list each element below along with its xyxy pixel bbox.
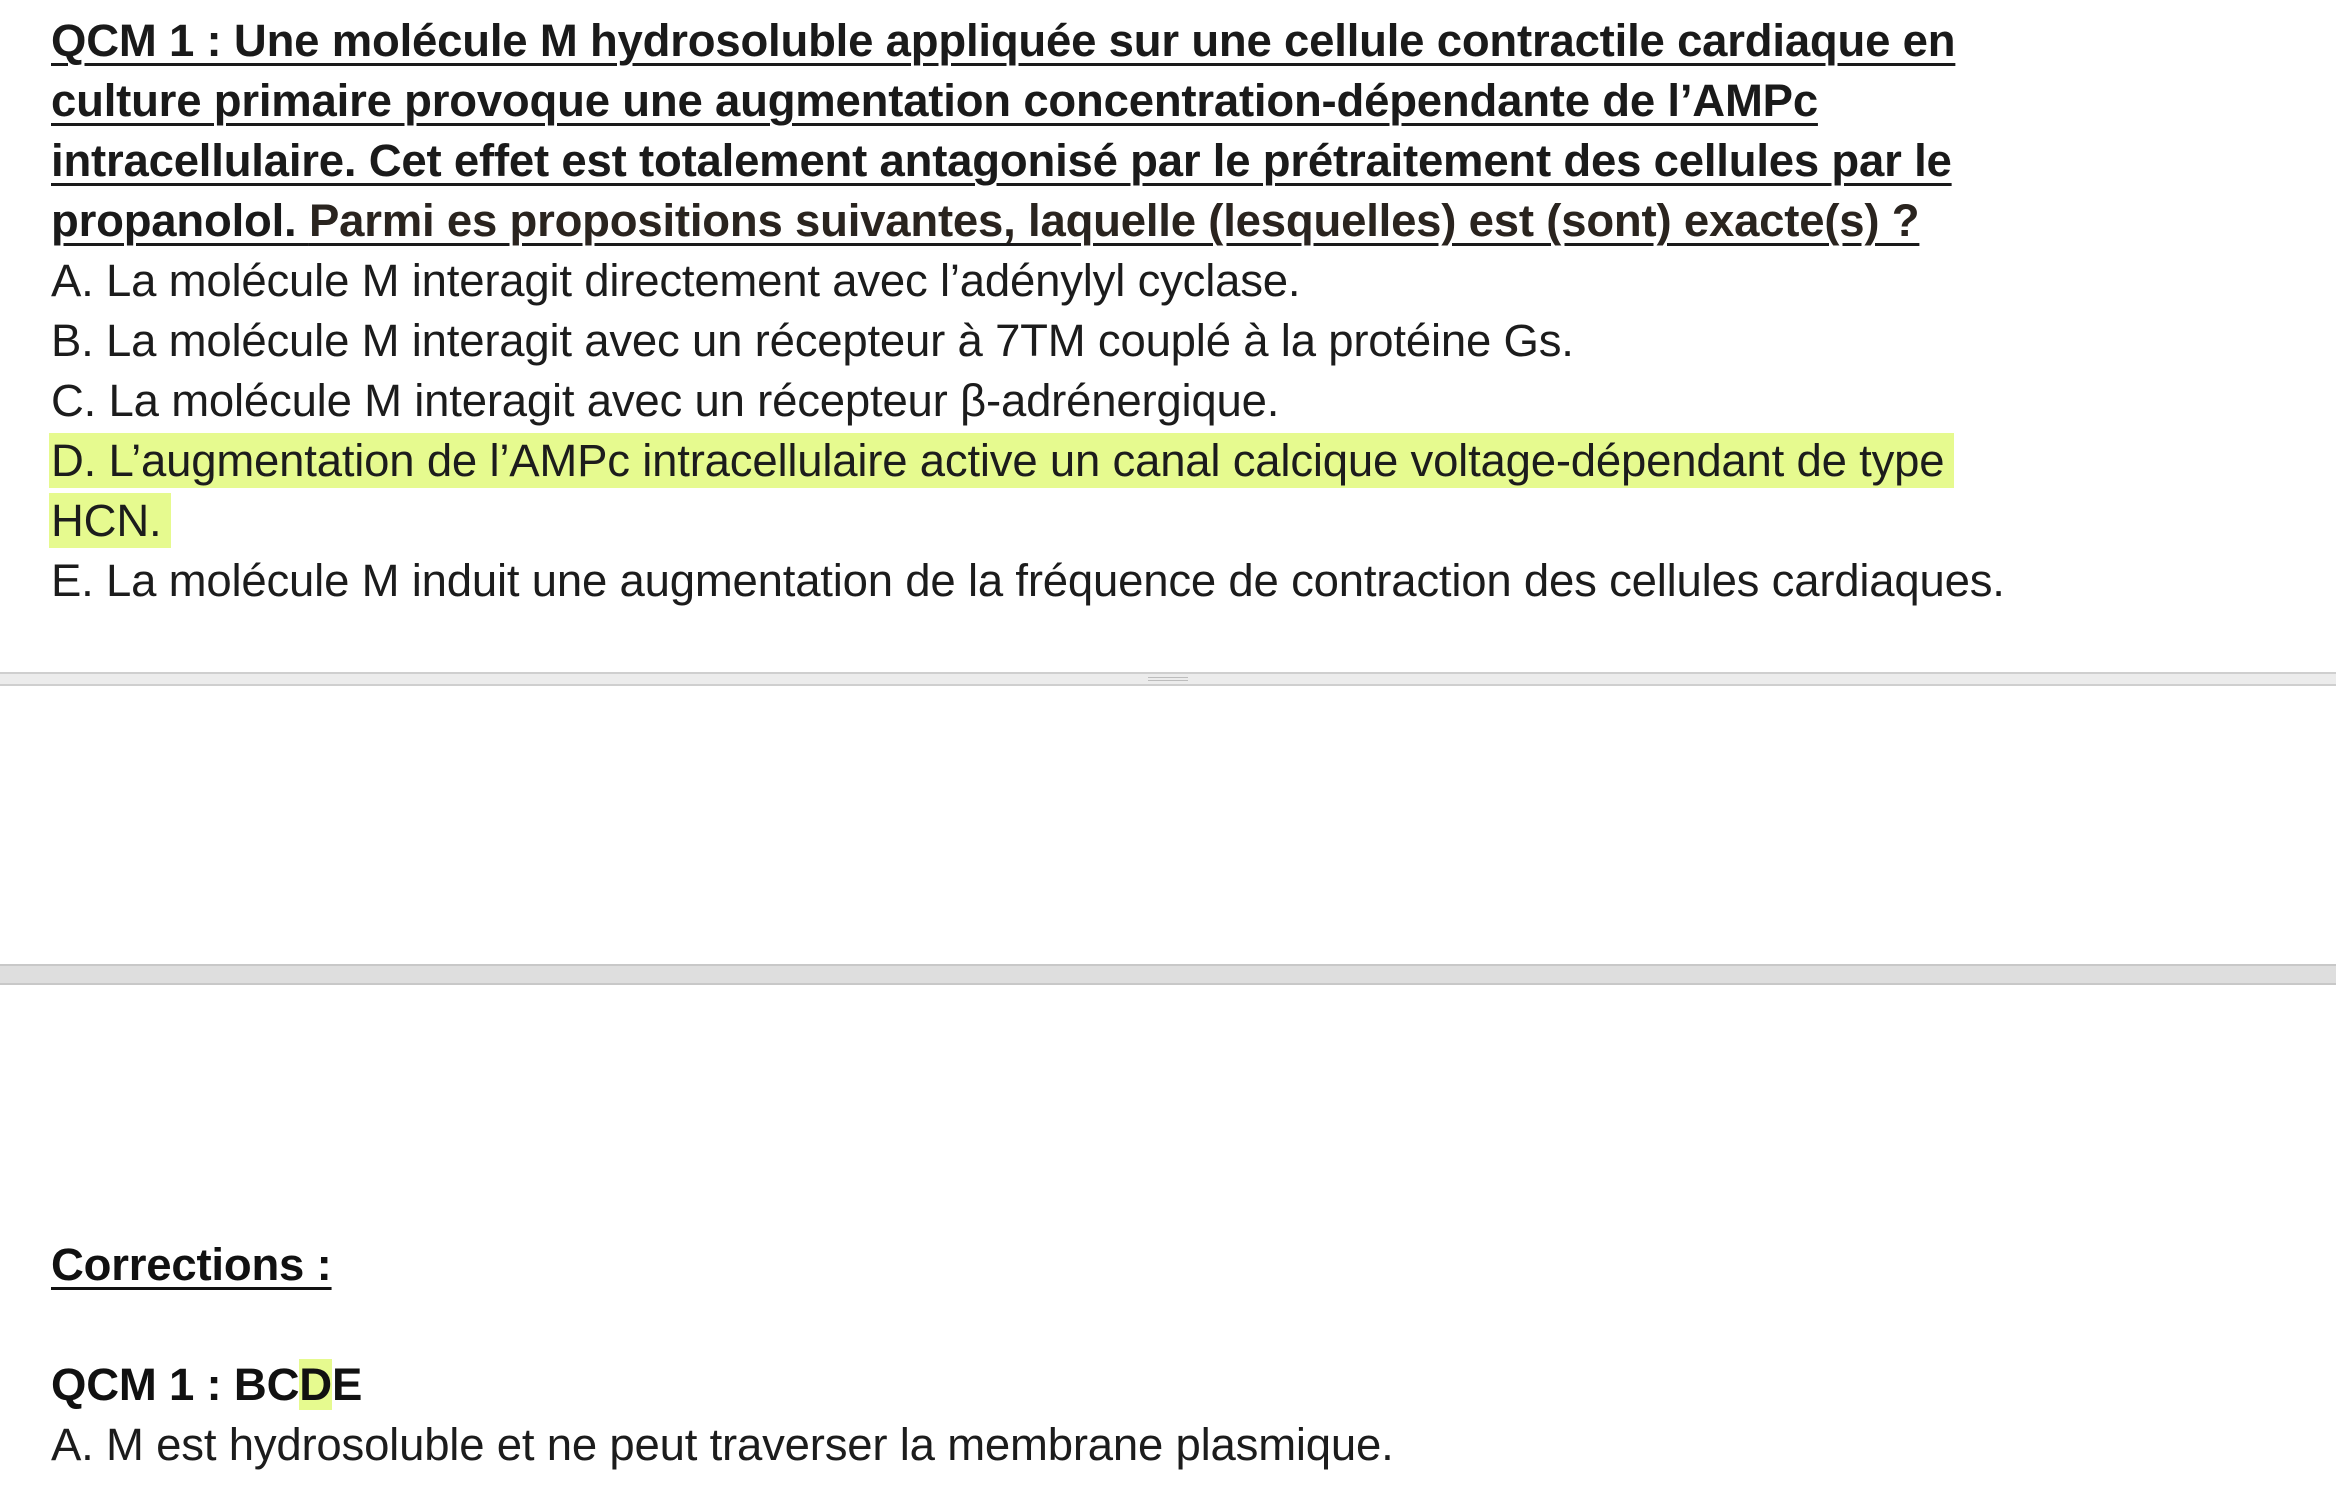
option-b: B. La molécule M interagit avec un récepteur à 7TM couplé à la protéine Gs.: [51, 315, 1574, 366]
resize-handle-icon[interactable]: [1148, 677, 1188, 681]
answer-prefix: QCM 1 : BC: [51, 1359, 300, 1410]
option-d-line-1-highlight: D. L’augmentation de l’AMPc intracellulaire active un canal calcique voltage-dépendant de type: [49, 433, 1954, 488]
question-prompt: Parmi es propositions suivantes, laquelle (lesquelles) est (sont) exacte(s) ?: [308, 195, 1920, 246]
option-a: A. La molécule M interagit directement avec l’adénylyl cyclase.: [51, 255, 1301, 306]
question-line-4: [51, 191, 1919, 251]
blank-page-area: [0, 686, 2336, 964]
page-separator[interactable]: [0, 672, 2336, 686]
corrections-title: Corrections :: [51, 1239, 332, 1290]
option-c: C. La molécule M interagit avec un récepteur β-adrénergique.: [51, 375, 1280, 426]
question-line-3: intracellulaire. Cet effet est totalement antagonisé par le prétraitement des cellules par le: [51, 135, 1952, 186]
question-line-1: QCM 1 : Une molécule M hydrosoluble appliquée sur une cellule contractile cardiaque en: [51, 15, 1956, 66]
option-e: E. La molécule M induit une augmentation de la fréquence de contraction des cellules cardiaques.: [51, 555, 2005, 606]
option-d-line-2-highlight: HCN.: [49, 493, 171, 548]
option-d-line-1: [51, 431, 1954, 491]
corrections-answer: [51, 1355, 362, 1415]
answer-suffix: E: [331, 1359, 363, 1410]
document-page-question: [0, 0, 2336, 672]
document-page-corrections: [0, 985, 2336, 1500]
answer-highlight: D: [299, 1359, 332, 1410]
question-line-4-part1: propanolol.: [51, 195, 309, 246]
question-line-2: culture primaire provoque une augmentation concentration-dépendante de l’AMPc: [51, 75, 1818, 126]
option-d-line-2: [51, 491, 171, 551]
page-break-separator: [0, 964, 2336, 985]
correction-a: A. M est hydrosoluble et ne peut traverser la membrane plasmique.: [51, 1419, 1394, 1470]
